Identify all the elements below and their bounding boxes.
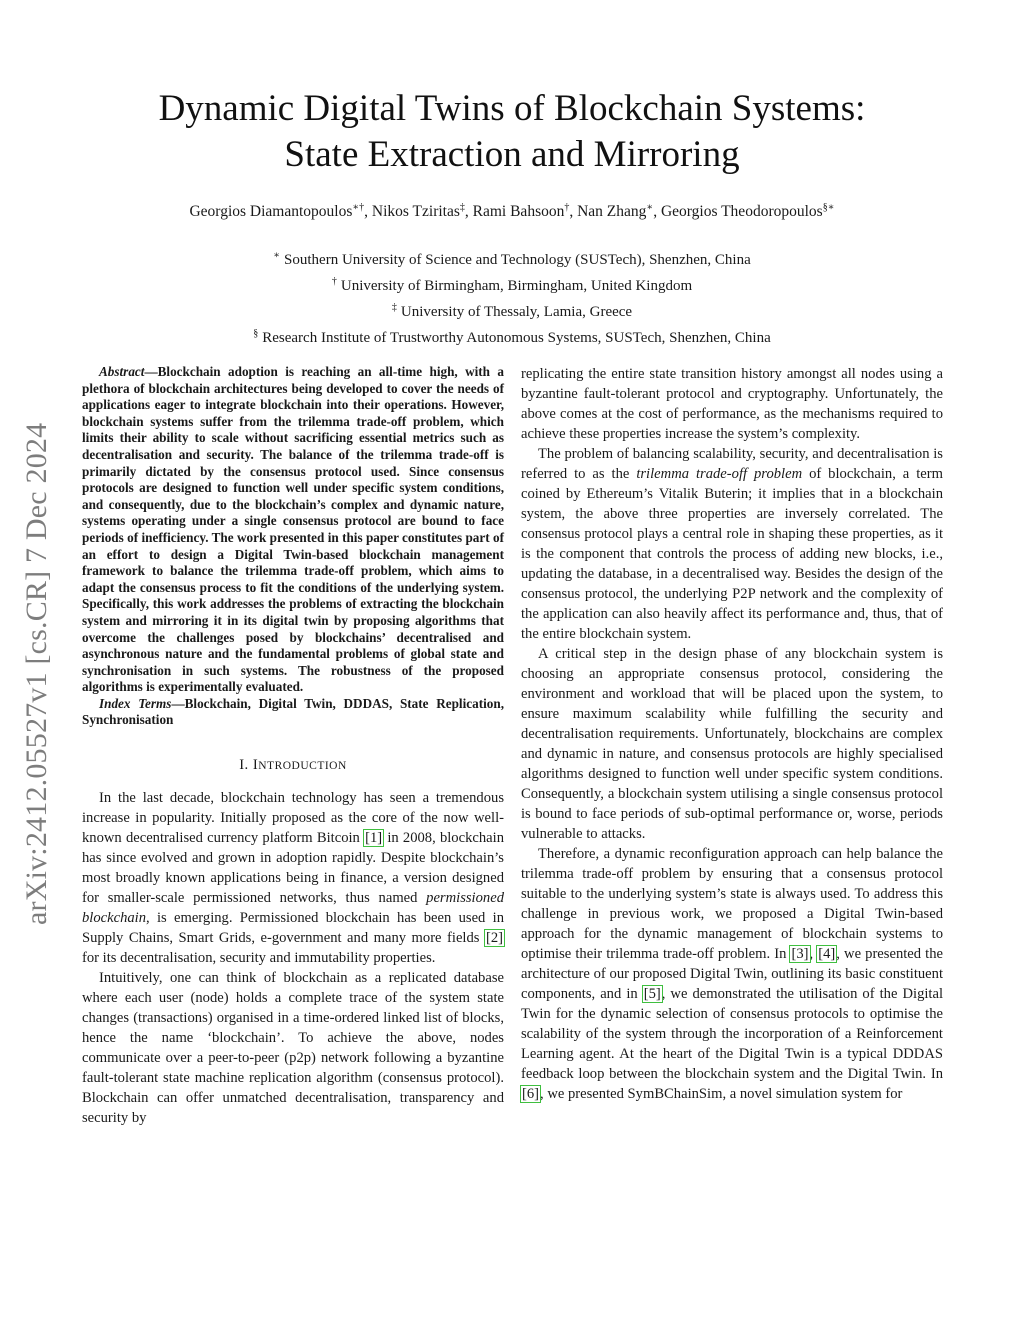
abstract-text: Blockchain adoption is reaching an all-time high, with a plethora of blockchain architectures being developed to cover the needs of applications eager to integrate blockchain into their operations. However, blockchain systems suffer from the trilemma trade-off problem, which limits their ability to scale without sacrificing essential metrics such as decentralisation and security. The balance of the trilemma trade-off is primarily dictated by the consensus protocol used. Since consensus protocols are designed to function well under specific system conditions, and consequently, due to the blockchain’s complex and dynamic nature, systems operating under a single consensus protocol are bound to face periods of inefficiency. The work presented in this paper constitutes part of an effort to design a Digital Twin-based blockchain management framework to balance the trilemma trade-off problem, which aims to adapt the consensus process to fit the conditions of the underlying system. Specifically, this work addresses the problems of extracting the blockchain system and mirroring it in its digital twin by proposing algorithms that overcome the challenges posed by blockchains’ decentralised and asynchronous nature and the fundamental problems of global state and synchronisation in such systems. The robustness of the proposed algorithms is experimentally evaluated. (82, 364, 504, 695)
author-list: Georgios Diamantopoulos∗†, Nikos Tziritas‡, Rami Bahsoon†, Nan Zhang∗, Georgios Theodoropoulos§∗ (189, 202, 835, 221)
emphasis: permissioned blockchain (82, 890, 504, 927)
author-marks: † (564, 202, 570, 213)
text-run: Therefore, a dynamic reconfiguration approach can help balance the trilemma trade-off problem by ensuring that a consensus protocol suitable to the underlying system’s state is always used. To address this challenge in previous work, we proposed a Digital Twin-based approach for the dynamic management of blockchain systems to optimise their trilemma trade-off problem. In (521, 846, 943, 962)
arxiv-identifier: arXiv:2412.05527v1 [cs.CR] 7 Dec 2024 (20, 422, 53, 925)
abstract-label: Abstract (99, 364, 145, 379)
section-title-initial: I (252, 757, 259, 774)
abstract-dash: — (144, 364, 158, 379)
affiliation (80, 297, 944, 323)
text-run: of blockchain, a term coined by Ethereum’s Vitalik Buterin; it implies that in a blockchain system, the above three properties are inversely correlated. The consensus protocol plays a central role in shaping these properties, as it is the component that controls the process of adding new blocks, i.e., updating the database, in a decentralised way. Besides the design of the consensus protocol, the underlying P2P network and the complexity of the application can also heavily affect its performance and, thus, that of the entire blockchain system. (521, 466, 943, 642)
index-terms-label: Index Terms (99, 695, 172, 711)
paper-title (80, 86, 944, 178)
author-name: Georgios Diamantopoulos (189, 203, 353, 221)
citation-link[interactable]: [6] (522, 1086, 540, 1102)
intro-paragraph-continued: replicating the entire state transition history amongst all nodes using a byzantine fault-tolerant protocol and cryptography. Unfortunately, the above comes at the cost of performance, as the mechanisms required to achieve these properties increase the system’s complexity. (521, 366, 943, 442)
author-name: Georgios Theodoropoulos (660, 203, 823, 221)
intro-paragraph-4: A critical step in the design phase of any blockchain system is choosing an appropriate consensus protocol, considering the environment and workload that will be placed upon the system, to ensure maximum scalability while fulfilling the security and decentralisation requirements. Unfortunately, blockchains are complex and dynamic in nature, and consensus protocols are highly specialised algorithms designed to function well under specific system conditions. Consequently, a blockchain system utilising a single consensus protocol is bound to face periods of sub-optimal performance or, worse, periods vulnerable to attacks. (521, 646, 943, 842)
section-number: I. (239, 757, 253, 774)
text-run: , we presented SymBChainSim, a novel simulation system for (540, 1086, 903, 1102)
affiliation-text: Research Institute of Trustworthy Autonomous Systems, SUSTech, Shenzhen, China (262, 330, 771, 346)
text-run: , is emerging. Permissioned blockchain has been used in Supply Chains, Smart Grids, e-government and many more fields (82, 910, 504, 947)
author-name: Rami Bahsoon (472, 203, 565, 221)
abstract (82, 364, 504, 696)
text-run: in 2008, blockchain has since evolved and grown in adoption rapidly. Despite blockchain’s most broadly known applications being in finance, a version designed for smaller-scale permissioned networks, thus named (82, 830, 504, 907)
intro-paragraph-3 (521, 444, 943, 644)
affiliation-text: University of Birmingham, Birmingham, United Kingdom (340, 278, 693, 294)
index-terms (82, 696, 504, 729)
citation-link[interactable]: [4] (818, 946, 836, 962)
index-terms-text: Blockchain, Digital Twin, DDDAS, State Replication, Synchronisation (82, 695, 504, 728)
title-line-2: State Extraction and Mirroring (284, 134, 740, 175)
text-run: The problem of balancing scalability, security, and decentralisation is referred to as the (521, 446, 943, 482)
citation-link[interactable]: [2] (485, 930, 503, 947)
intro-paragraph-1 (82, 788, 504, 968)
citation-link[interactable]: [5] (643, 986, 661, 1002)
affiliation-list (80, 245, 944, 349)
author-name: Nikos Tziritas (371, 203, 460, 221)
section-title-rest: NTRODUCTION (258, 760, 347, 773)
text-run: for its decentralisation, security and immutability properties. (82, 950, 436, 967)
affiliation (80, 271, 944, 297)
author-marks: ‡ (459, 202, 465, 213)
right-column (521, 364, 943, 1104)
author-marks: ∗ (646, 202, 654, 213)
text-run: , we demonstrated the utilisation of the Digital Twin for the dynamic selection of consensus protocols to optimise the scalability of the system through the incorporation of a Reinforcement Learning agent. At the heart of the Digital Twin is a typical DDDAS feedback loop between the blockchain system and the Digital Twin. In (521, 986, 944, 1082)
author-marks: §∗ (822, 202, 835, 213)
affiliation-text: University of Thessaly, Lamia, Greece (400, 304, 633, 320)
affiliation-mark: ∗ (273, 250, 281, 261)
affiliation-mark: § (253, 328, 259, 339)
affiliation-mark: † (331, 276, 337, 287)
affiliation (80, 245, 944, 271)
citation-link[interactable]: [3] (791, 946, 809, 962)
affiliation-text: Southern University of Science and Technology (SUSTech), Shenzhen, China (284, 252, 751, 268)
text-run: , (809, 946, 818, 962)
intro-paragraph-2: Intuitively, one can think of blockchain as a replicated database where each user (node) holds a complete trace of the system state changes (transactions) organised in a time-ordered linked list of blocks, hence the name ‘blockchain’. To achieve the above, nodes communicate over a peer-to-peer (p2p) network following a byzantine fault-tolerant state machine replication algorithm (consensus protocol). Blockchain can offer unmatched decentralisation, transparency and security by (82, 970, 504, 1127)
text-run: In the last decade, blockchain technology has seen a tremendous increase in popularity. Initially proposed as the core of the now well-known decentralised currency platform Bitcoin (82, 790, 504, 847)
affiliation-mark: ‡ (391, 302, 397, 313)
emphasis: trilemma trade-off problem (636, 466, 803, 482)
index-terms-dash: — (171, 695, 185, 711)
affiliation (80, 323, 944, 349)
author-name: Nan Zhang (577, 203, 647, 221)
text-run: , we presented the architecture of our proposed Digital Twin, outlining its basic constituent components, and in (521, 946, 943, 1002)
intro-paragraph-5 (521, 844, 943, 1104)
section-heading (82, 755, 504, 776)
citation-link[interactable]: [1] (365, 830, 383, 847)
left-column (82, 364, 504, 1128)
title-line-1: Dynamic Digital Twins of Blockchain Systems: (158, 88, 866, 129)
author-marks: ∗† (352, 202, 365, 213)
